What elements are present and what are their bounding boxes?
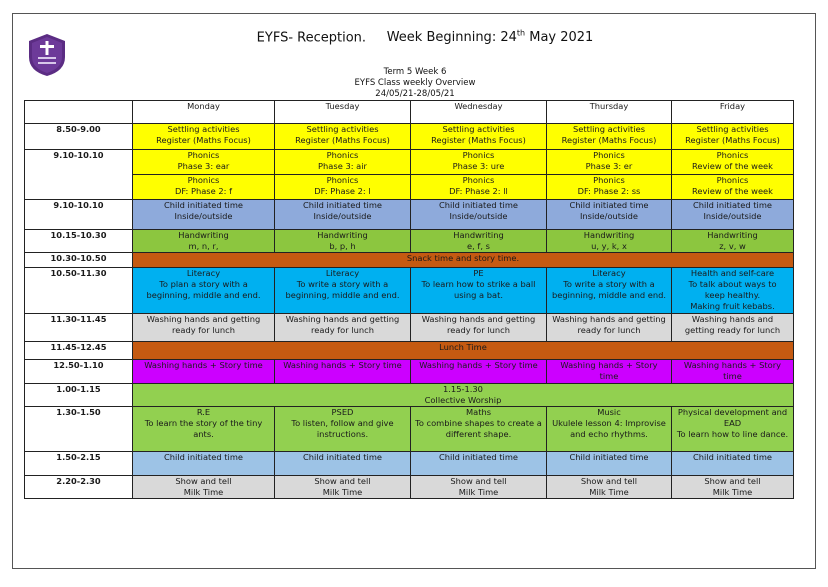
- lesson-cell: R.E To learn the story of the tiny ants.: [133, 407, 275, 452]
- lesson-cell: Phonics Phase 3: er: [547, 150, 672, 175]
- lesson-cell: Show and tell Milk Time: [547, 476, 672, 499]
- row-child-initiated: [25, 200, 794, 230]
- lesson-cell: Washing hands + Story time: [672, 360, 794, 384]
- time-cell: 10.50-11.30: [25, 268, 133, 314]
- lesson-cell: Child initiated time Inside/outside: [133, 200, 275, 230]
- timetable: [24, 100, 794, 499]
- lesson-cell: Handwriting m, n, r,: [133, 230, 275, 253]
- time-cell: 10.15-10.30: [25, 230, 133, 253]
- lesson-cell: Handwriting z, v, w: [672, 230, 794, 253]
- row-afternoon: [25, 407, 794, 452]
- row-phonics-df: [25, 175, 794, 200]
- time-cell: 1.00-1.15: [25, 384, 133, 407]
- lesson-cell: Washing hands and getting ready for lunch: [411, 314, 547, 342]
- snack-cell: Snack time and story time.: [133, 253, 794, 268]
- lesson-cell: Washing hands and getting ready for lunch: [275, 314, 411, 342]
- day-wednesday: Wednesday: [411, 101, 547, 124]
- row-story: [25, 360, 794, 384]
- lesson-cell: Health and self-care To talk about ways to keep healthy. Making fruit kebabs.: [672, 268, 794, 314]
- row-washing: [25, 314, 794, 342]
- time-cell: 10.30-10.50: [25, 253, 133, 268]
- row-show-and-tell: [25, 476, 794, 499]
- lesson-cell: Music Ukulele lesson 4: Improvise and echo rhythms.: [547, 407, 672, 452]
- lesson-cell: Phonics DF: Phase 2: ll: [411, 175, 547, 200]
- lesson-cell: Phonics DF: Phase 2: ss: [547, 175, 672, 200]
- lesson-cell: Handwriting u, y, k, x: [547, 230, 672, 253]
- worship-cell: 1.15-1.30 Collective Worship: [133, 384, 794, 407]
- lesson-cell: Washing hands + Story time: [411, 360, 547, 384]
- dates-label: 24/05/21-28/05/21: [375, 89, 455, 99]
- day-tuesday: Tuesday: [275, 101, 411, 124]
- time-cell: 8.50-9.00: [25, 124, 133, 150]
- row-phonics: [25, 150, 794, 175]
- lesson-cell: Settling activities Register (Maths Focus): [547, 124, 672, 150]
- lesson-cell: Settling activities Register (Maths Focus): [411, 124, 547, 150]
- time-cell: 11.45-12.45: [25, 342, 133, 360]
- lesson-cell: Physical development and EAD To learn how to line dance.: [672, 407, 794, 452]
- header-row: [25, 101, 794, 124]
- lesson-cell: Phonics Review of the week: [672, 150, 794, 175]
- overview-label: EYFS Class weekly Overview: [354, 78, 476, 88]
- lesson-cell: Literacy To write a story with a beginning, middle and end.: [547, 268, 672, 314]
- row-settling: [25, 124, 794, 150]
- time-cell: 12.50-1.10: [25, 360, 133, 384]
- lesson-cell: PE To learn how to strike a ball using a bat.: [411, 268, 547, 314]
- time-cell: 1.30-1.50: [25, 407, 133, 452]
- day-monday: Monday: [133, 101, 275, 124]
- lesson-cell: Phonics DF: Phase 2: f: [133, 175, 275, 200]
- term-label: Term 5 Week 6: [383, 67, 447, 77]
- lesson-cell: Settling activities Register (Maths Focus): [672, 124, 794, 150]
- lesson-cell: Washing hands + Story time: [547, 360, 672, 384]
- lesson-cell: Child initiated time: [411, 452, 547, 476]
- lesson-cell: Handwriting b, p, h: [275, 230, 411, 253]
- lesson-cell: Washing hands and getting ready for lunch: [672, 314, 794, 342]
- row-snack: [25, 253, 794, 268]
- lesson-cell: Child initiated time Inside/outside: [672, 200, 794, 230]
- lesson-cell: Child initiated time Inside/outside: [275, 200, 411, 230]
- corner-cell: [25, 101, 133, 124]
- lesson-cell: Child initiated time: [672, 452, 794, 476]
- time-cell: 2.20-2.30: [25, 476, 133, 499]
- row-worship: [25, 384, 794, 407]
- lesson-cell: Settling activities Register (Maths Focus): [275, 124, 411, 150]
- time-cell: 11.30-11.45: [25, 314, 133, 342]
- lesson-cell: Child initiated time: [547, 452, 672, 476]
- lunch-cell: Lunch Time: [133, 342, 794, 360]
- time-cell: 1.50-2.15: [25, 452, 133, 476]
- row-child-initiated-pm: [25, 452, 794, 476]
- day-thursday: Thursday: [547, 101, 672, 124]
- row-lunch: [25, 342, 794, 360]
- lesson-cell: Washing hands and getting ready for lunch: [547, 314, 672, 342]
- lesson-cell: Show and tell Milk Time: [275, 476, 411, 499]
- lesson-cell: Washing hands + Story time: [133, 360, 275, 384]
- lesson-cell: Child initiated time Inside/outside: [411, 200, 547, 230]
- school-crest-icon: [26, 33, 68, 77]
- lesson-cell: Settling activities Register (Maths Focus): [133, 124, 275, 150]
- row-literacy: [25, 268, 794, 314]
- lesson-cell: Handwriting e, f, s: [411, 230, 547, 253]
- lesson-cell: Washing hands and getting ready for lunch: [133, 314, 275, 342]
- lesson-cell: Literacy To write a story with a beginning, middle and end.: [275, 268, 411, 314]
- lesson-cell: Show and tell Milk Time: [133, 476, 275, 499]
- lesson-cell: Child initiated time: [133, 452, 275, 476]
- lesson-cell: Child initiated time Inside/outside: [547, 200, 672, 230]
- lesson-cell: Maths To combine shapes to create a different shape.: [411, 407, 547, 452]
- lesson-cell: PSED To listen, follow and give instructions.: [275, 407, 411, 452]
- lesson-cell: Show and tell Milk Time: [672, 476, 794, 499]
- time-cell: 9.10-10.10: [25, 150, 133, 200]
- lesson-cell: Phonics Phase 3: ure: [411, 150, 547, 175]
- row-handwriting: [25, 230, 794, 253]
- lesson-cell: Phonics Review of the week: [672, 175, 794, 200]
- title-week: Week Beginning: 24th May 2021: [386, 29, 594, 46]
- lesson-cell: Washing hands + Story time: [275, 360, 411, 384]
- day-friday: Friday: [672, 101, 794, 124]
- lesson-cell: Phonics DF: Phase 2: l: [275, 175, 411, 200]
- time-cell: 9.10-10.10: [25, 200, 133, 230]
- lesson-cell: Literacy To plan a story with a beginning, middle and end.: [133, 268, 275, 314]
- lesson-cell: Show and tell Milk Time: [411, 476, 547, 499]
- page-title: [210, 29, 640, 45]
- lesson-cell: Phonics Phase 3: air: [275, 150, 411, 175]
- title-main: EYFS- Reception.: [256, 30, 367, 46]
- lesson-cell: Child initiated time: [275, 452, 411, 476]
- lesson-cell: Phonics Phase 3: ear: [133, 150, 275, 175]
